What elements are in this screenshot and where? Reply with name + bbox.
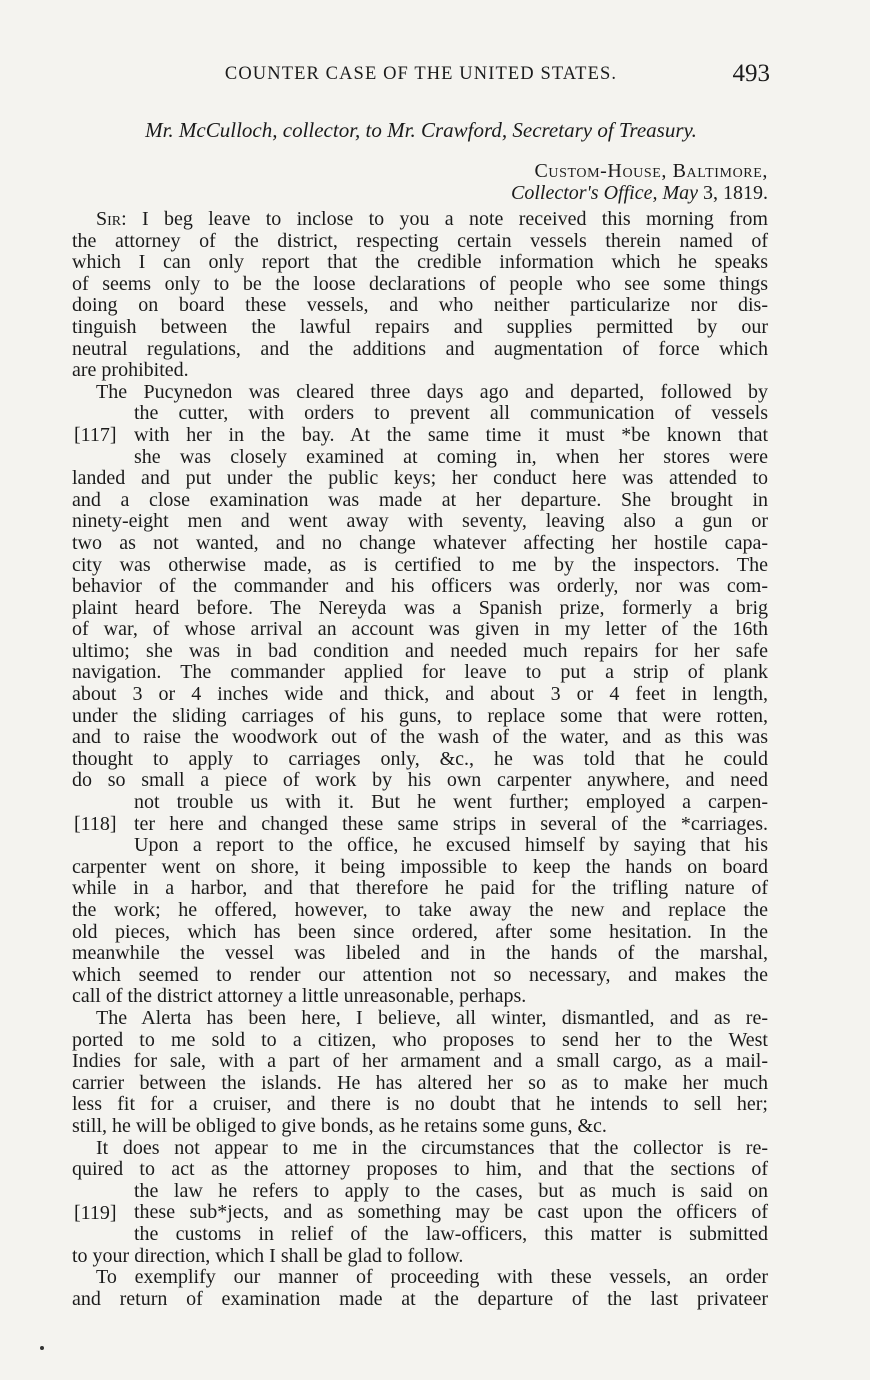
text-line: landed and put under the public keys; her conduct here was attended to <box>72 467 768 490</box>
text-line: these sub*jects, and as something may be cast upon the officers of <box>134 1201 768 1224</box>
text-line: carrier between the islands. He has altered her so as to make her much <box>72 1071 768 1094</box>
text-line: The Pucynedon was cleared three days ago and departed, followed by <box>96 380 768 403</box>
speck <box>40 1346 44 1350</box>
text-line: to your direction, which I shall be glad to follow. <box>72 1244 464 1267</box>
salutation: Sir: <box>96 208 127 230</box>
text-line: and return of examination made at the departure of the last privateer <box>72 1287 768 1310</box>
text-line: Sir: I beg leave to inclose to you a note received this morning from <box>96 208 768 230</box>
text-line: quired to act as the attorney proposes to him, and that the sections of <box>72 1158 768 1181</box>
text-line: while in a harbor, and that therefore he paid for the trifling nature of <box>72 877 768 900</box>
text-line: neutral regulations, and the additions and augmentation of force which <box>72 337 768 360</box>
letter-heading: Mr. McCulloch, collector, to Mr. Crawford, Secretary of Treasury. <box>145 118 697 142</box>
text-line: under the sliding carriages of his guns, to replace some that were rotten, <box>72 704 768 727</box>
text-line: Indies for sale, with a part of her armament and a small cargo, as a mail- <box>72 1050 768 1073</box>
dateline-office-label: Collector's Office, May <box>510 182 698 204</box>
text-line: the work; he offered, however, to take away the new and replace the <box>72 899 768 921</box>
text-line: the attorney of the district, respecting certain vessels therein named of <box>72 229 768 252</box>
text-line: and a close examination was made at her departure. She brought in <box>72 488 768 511</box>
text-line: To exemplify our manner of proceeding with these vessels, an order <box>96 1266 768 1289</box>
text-line: tinguish between the lawful repairs and supplies permitted by our <box>72 315 768 338</box>
text-line: the law he refers to apply to the cases, but as much is said on <box>134 1179 768 1202</box>
text-line: and to raise the woodwork out of the wash of the water, and as this was <box>72 726 768 749</box>
text-line: behavior of the commander and his officers was orderly, nor was com- <box>72 575 768 598</box>
text-line: which I can only report that the credible information which he speaks <box>72 251 768 274</box>
text-line: doing on board these vessels, and who neither particularize nor dis- <box>72 294 768 317</box>
text-line: ter here and changed these same strips in several of the *carriages. <box>134 812 768 835</box>
margin-reference: [119] <box>74 1201 117 1224</box>
text-line: old pieces, which has been since ordered, after some hesitation. In the <box>72 920 768 943</box>
text-line: still, he will be obliged to give bonds, as he retains some guns, &c. <box>72 1114 607 1137</box>
text-line: meanwhile the vessel was libeled and in the hands of the marshal, <box>72 942 768 965</box>
letter-body <box>72 209 768 1310</box>
text-line: with her in the bay. At the same time it must *be known that <box>134 423 768 446</box>
running-head-title: COUNTER CASE OF THE UNITED STATES. <box>224 64 618 84</box>
dateline-date: 3, 1819. <box>703 182 768 204</box>
text-line: city was otherwise made, as is certified to me by the inspectors. The <box>72 553 768 576</box>
text-line: less fit for a cruiser, and there is no doubt that he intends to sell her; <box>72 1093 768 1116</box>
text-line: of seems only to be the loose declarations of people who see some things <box>72 272 768 295</box>
text-line: not trouble us with it. But he went further; employed a carpen- <box>134 791 768 814</box>
text-line: ninety-eight men and went away with seventy, leaving also a gun or <box>72 510 768 533</box>
text-line: Upon a report to the office, he excused himself by saying that his <box>134 834 768 857</box>
margin-reference: [118] <box>74 812 117 835</box>
text-line: The Alerta has been here, I believe, all winter, dismantled, and as re- <box>96 1006 768 1029</box>
text-line: navigation. The commander applied for leave to put a strip of plank <box>72 661 768 684</box>
text-line: the cutter, with orders to prevent all communication of vessels <box>134 402 768 425</box>
margin-reference: [117] <box>74 424 117 446</box>
text-line: call of the district attorney a little unreasonable, perhaps. <box>72 985 527 1008</box>
text-line: the customs in relief of the law-officers, this matter is submitted <box>134 1222 768 1245</box>
text-line: plaint heard before. The Nereyda was a Spanish prize, formerly a brig <box>72 596 768 619</box>
text-line: carpenter went on shore, it being impossible to keep the hands on board <box>72 855 768 878</box>
dateline-place: Custom-House, Baltimore, <box>534 160 768 182</box>
text-line: do so small a piece of work by his own carpenter anywhere, and need <box>72 769 768 792</box>
running-head <box>72 62 770 88</box>
text-line: ultimo; she was in bad condition and needed much repairs for her safe <box>72 639 768 662</box>
text-line: ported to me sold to a citizen, who proposes to send her to the West <box>72 1028 768 1051</box>
text-line: she was closely examined at coming in, when her stores were <box>134 445 768 468</box>
text-line: thought to apply to carriages only, &c., he was told that he could <box>72 747 768 770</box>
text-line: which seemed to render our attention not so necessary, and makes the <box>72 963 768 986</box>
dateline-office <box>0 182 768 204</box>
page-number: 493 <box>732 60 770 87</box>
text-line: about 3 or 4 inches wide and thick, and about 3 or 4 feet in length, <box>72 683 768 706</box>
text-line: It does not appear to me in the circumstances that the collector is re- <box>96 1136 768 1159</box>
text-line: are prohibited. <box>72 359 189 382</box>
text-line: two as not wanted, and no change whatever affecting her hostile capa- <box>72 531 768 554</box>
text-line: of war, of whose arrival an account was given in my letter of the 16th <box>72 618 768 641</box>
